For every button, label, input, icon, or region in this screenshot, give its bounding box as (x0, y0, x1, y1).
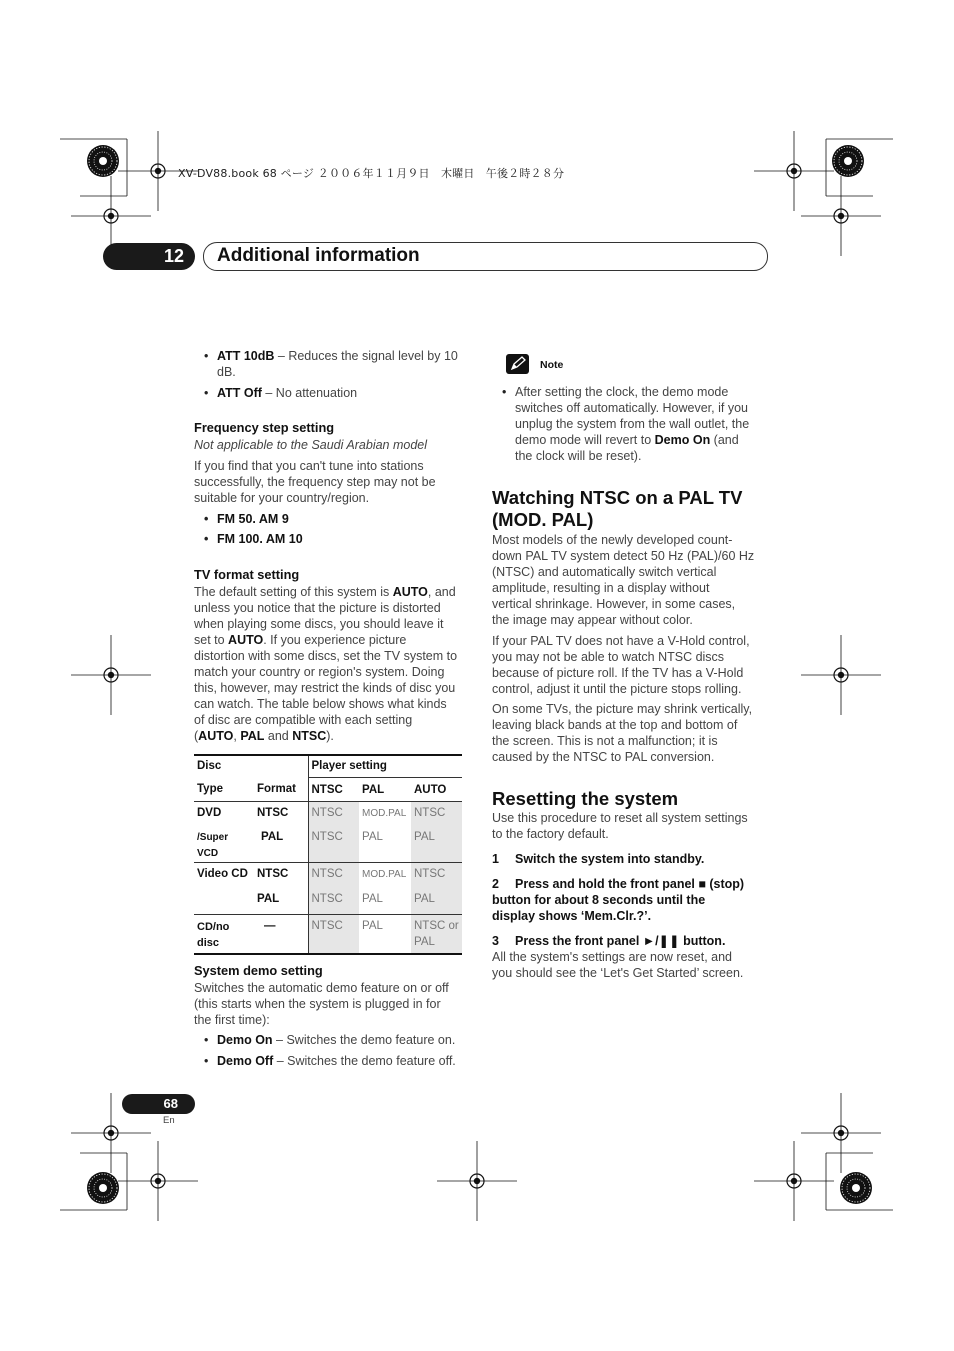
system-demo-description: Switches the automatic demo feature on or off (this starts when the system is plugged in for the first time): (194, 981, 449, 1027)
header-format: Format (254, 777, 308, 801)
table-row: PAL NTSC PAL PAL (194, 889, 462, 915)
ntsc-paragraph-1: Most models of the newly developed count- down PAL TV system detect 50 Hz (PAL)/60 Hz (NTSC) and automatically switch vertical amplitude, resulting in a display without vertical shrinkage. However, in some cases, the image may appear without color. (492, 533, 755, 627)
chapter-number-badge: 12 (103, 243, 195, 270)
reset-step-3: 3 Press the front panel ►/❚❚ button. (492, 934, 726, 948)
header-ntsc: NTSC (308, 777, 359, 801)
att-10db-item-cont: dB. (217, 365, 236, 379)
file-info-header: XV-DV88.book 68 ページ ２００６年１１月９日 木曜日 午後２時２８分 (178, 167, 565, 180)
header-type: Type (194, 777, 254, 801)
table-row: CD/no disc — NTSC PAL NTSC or PAL (194, 915, 462, 954)
header-player-setting: Player setting (308, 755, 462, 777)
note-icon (506, 354, 529, 374)
frequency-step-section (194, 420, 470, 547)
frequency-step-note: Not applicable to the Saudi Arabian model (194, 438, 428, 452)
system-demo-heading: System demo setting (194, 963, 323, 978)
frequency-step-description: If you find that you can't tune into stations successfully, the frequency step may not be suitable for your country/region. (194, 459, 436, 505)
tv-format-heading: TV format setting (194, 567, 300, 582)
ntsc-on-pal-section (492, 487, 768, 765)
reset-section (492, 788, 768, 981)
demo-on-item: • Demo On – Switches the demo feature on. (194, 1032, 484, 1048)
att-off-item: • ATT Off – No attenuation (194, 385, 470, 401)
chapter-title: Additional information (217, 245, 420, 266)
reset-step-1: 1 Switch the system into standby. (492, 852, 705, 866)
note-item: • After setting the clock, the demo mode switches off automatically. However, if you unplug the system from the wall outlet, the demo mode will revert to Demo On (and the clock will be reset). (492, 384, 768, 464)
header-auto: AUTO (411, 777, 462, 801)
ntsc-on-pal-heading: Watching NTSC on a PAL TV (MOD. PAL) (492, 487, 743, 530)
tv-format-section (194, 567, 470, 744)
table-row: DVD NTSC NTSC MOD.PAL NTSC (194, 801, 462, 827)
tv-format-table (194, 754, 462, 955)
ntsc-paragraph-2: If your PAL TV does not have a V-Hold control, you may not be able to watch NTSC discs because of picture roll. If the TV has a V-Hold control, adjust it until the picture stops rolling. (492, 634, 750, 696)
table-row: Video CD NTSC NTSC MOD.PAL NTSC (194, 863, 462, 889)
page-language: En (163, 1115, 175, 1126)
att-10db-item: • ATT 10dB – Reduces the signal level by 10 (194, 348, 470, 364)
reset-step-2: 2 Press and hold the front panel ■ (stop) button for about 8 seconds until the display shows ‘Mem.Clr.?’. (492, 877, 745, 923)
system-demo-section (194, 963, 470, 1069)
demo-off-item: • Demo Off – Switches the demo feature off. (194, 1053, 484, 1069)
note-label: Note (540, 359, 564, 371)
page-number-badge: 68 (122, 1094, 195, 1114)
table-row: /Super VCD PAL NTSC PAL PAL (194, 827, 462, 863)
header-disc: Disc (194, 755, 308, 777)
note-section (492, 384, 768, 464)
freq-option-fm100: • FM 100. AM 10 (194, 531, 470, 547)
frequency-step-heading: Frequency step setting (194, 420, 335, 435)
tv-format-description: The default setting of this system is AUTO, and unless you notice that the picture is distorted when playing some discs, you should leave it set to AUTO. If you experience picture distortion with some discs, set the TV system to match your country or region's system. Doing this, however, may restrict the kinds of disc you can watch. The table below shows what kinds of disc are compatible with each setting (AUTO, PAL and NTSC). (194, 585, 458, 743)
reset-intro: Use this procedure to reset all system settings to the factory default. (492, 811, 748, 841)
reset-heading: Resetting the system (492, 788, 679, 809)
att-options (194, 348, 470, 401)
freq-option-fm50: • FM 50. AM 9 (194, 511, 470, 527)
ntsc-paragraph-3: On some TVs, the picture may shrink vertically, leaving black bands at the top and bottom of the screen. This is not a malfunction; it is caused by the NTSC to PAL conversion. (492, 702, 753, 764)
header-pal: PAL (359, 777, 411, 801)
reset-result: All the system's settings are now reset, and you should see the ‘Let's Get Started’ screen. (492, 950, 744, 980)
